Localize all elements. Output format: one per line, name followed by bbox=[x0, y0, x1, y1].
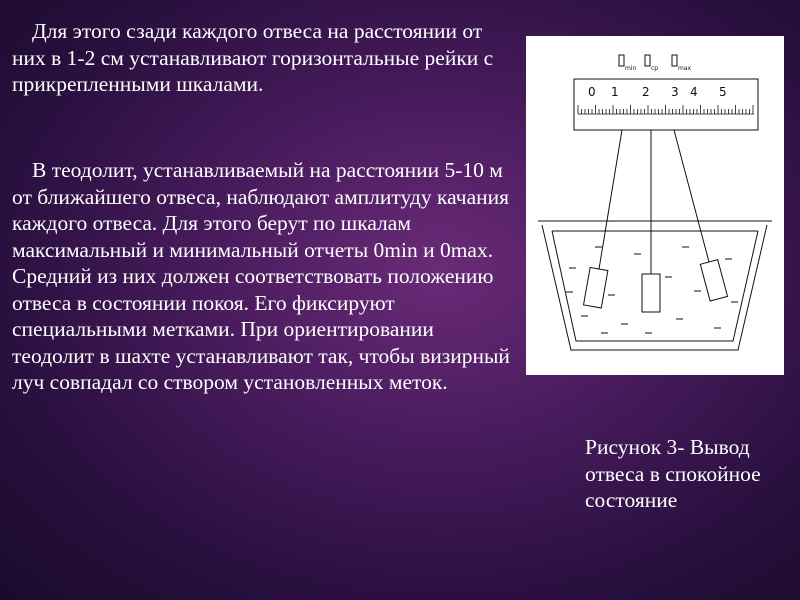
plumb-bob-figure bbox=[526, 36, 784, 375]
plumb-bob-max bbox=[700, 260, 727, 301]
plumb-bob-min bbox=[584, 267, 608, 308]
marker-min-icon bbox=[619, 55, 624, 66]
scale-rail bbox=[574, 79, 758, 130]
scale-number-2: 2 bbox=[642, 85, 650, 99]
plumb-lines bbox=[599, 130, 709, 274]
subscript-cp: ср bbox=[651, 65, 659, 72]
paragraph-scale-setup: Для этого сзади каждого отвеса на расстоянии от них в 1-2 см устанавливают горизонтальные рейки с прикрепленными шкалами. bbox=[12, 19, 494, 96]
figure-caption: Рисунок 3- Вывод отвеса в спокойное состояние bbox=[585, 435, 761, 512]
plumb-bob-diagram bbox=[526, 36, 784, 375]
scale-number-0: 0 bbox=[588, 85, 596, 99]
scale-number-4: 4 bbox=[690, 85, 698, 99]
marker-max-icon bbox=[672, 55, 677, 66]
plumb-line-max bbox=[674, 130, 709, 262]
marker-cp-icon bbox=[645, 55, 650, 66]
scale-number-3: 3 bbox=[671, 85, 679, 99]
paragraph-theodolite-observation: В теодолит, устанавливаемый на расстоянии 5-10 м от ближайшего отвеса, наблюдают амплитуду качания каждого отвеса. Для этого берут по шкалам максимальный и минимальный отчеты 0min и 0max. Средний из них должен соответствовать положению отвеса в состоянии покоя. Его фиксируют специальными метками. При ориентировании теодолит в шахте устанавливают так, чтобы визирный луч совпадал со створом установленных меток. bbox=[12, 158, 510, 394]
subscript-min: min bbox=[625, 65, 637, 72]
scale-number-5: 5 bbox=[719, 85, 727, 99]
plumb-line-min bbox=[599, 130, 622, 269]
scale-number-1: 1 bbox=[611, 85, 619, 99]
subscript-max: max bbox=[678, 65, 692, 72]
plumb-bob-center bbox=[642, 274, 660, 312]
plumb-bobs bbox=[584, 260, 728, 312]
